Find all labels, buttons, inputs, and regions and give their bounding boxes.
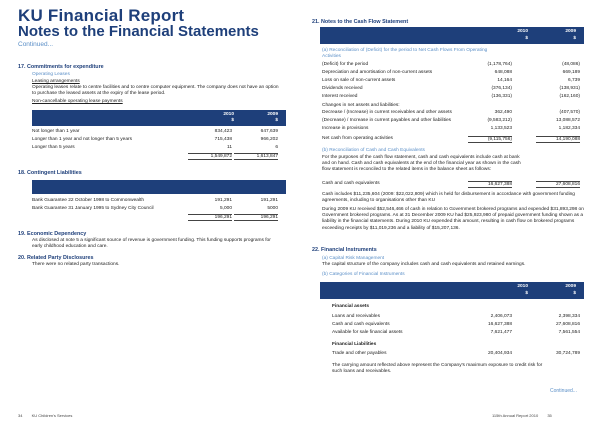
financial-liabilities-label: Financial Liabilities [332, 342, 377, 347]
table-row: Trade and other payables 20,404,934 30,724,789 [332, 351, 580, 356]
table-row: Loans and receivables 2,406,073 2,398,334 [332, 314, 580, 319]
note22-closing-text: The carrying amount reflected above represent the Company's maximum exposure to credit risk for such loans and receivables. [332, 363, 543, 375]
table-row: Not longer than 1 year 834,423 647,639 [32, 129, 278, 134]
note19-text: As disclosed at note 5 a significant source of revenue is government funding. This funding supports programs for early childhood education and care. [32, 238, 271, 250]
note21-sub-b: (b) Reconciliation of Cash and Cash Equivalents [322, 148, 425, 153]
col-2010: 2010 [223, 112, 234, 117]
page-number: 34 [18, 413, 23, 418]
note20-heading: 20. Related Party Disclosures [18, 255, 94, 261]
note21-b-text: For the purposes of the cash flow statement, cash and cash equivalents include cash at bank and on hand. Cash and cash equivalents at the end of the financial year as shown in the cash flow statement is reconciled to the related items in the balance sheet as follows: [322, 155, 521, 173]
col-currency: $ [231, 118, 234, 123]
table-row: Cash and cash equivalents 16,627,388 27,608,816 [332, 322, 580, 327]
table-row: Depreciation and amortisation of non-current assets 648,088 669,189 [322, 70, 580, 75]
note18-table-header [32, 180, 286, 194]
footer-right [492, 413, 552, 418]
note22-sub-a: (a) Capital Risk Management [322, 256, 385, 261]
note22-a-text: The capital structure of the company includes cash and cash equivalents and retained earnings. [322, 262, 526, 267]
note17-leasing-heading: Leasing arrangements [32, 79, 80, 84]
continued-label: Continued... [18, 41, 54, 48]
note17-sub: Operating Leases [32, 72, 70, 77]
note17-text: Operating leases relate to centre facilities and to centre computer equipment. The company does not have an option to purchase the leased assets at the expiry of the lease period. [32, 85, 279, 97]
table-row: Interest received (136,331) (162,160) [322, 94, 580, 99]
table-row: Available for sale financial assets 7,621,477 7,561,554 [332, 330, 580, 335]
table-row: (Deficit) for the period (1,178,764) (48,086) [322, 62, 580, 67]
note17-table-header [32, 110, 286, 126]
footer-left [18, 413, 72, 418]
right-page [300, 0, 600, 424]
col-currency: $ [275, 118, 278, 123]
report-year: 115th Annual Report 2010 [492, 413, 539, 418]
org-name: KU Children's Services [31, 413, 73, 418]
note22-sub-b: (b) Categories of Financial Instruments [322, 272, 405, 277]
table-total-row: 1,549,872 1,613,847 [32, 153, 286, 160]
note20-text: There were no related party transactions. [32, 262, 120, 267]
table-row: (Decrease) / Increase in current payables and other liabilities (9,583,212) 13,088,572 [322, 118, 580, 123]
col-2009: 2009 [267, 112, 278, 117]
table-row: Loss on sale of non-current assets 14,164 6,739 [322, 78, 580, 83]
changes-label: Changes in net assets and liabilities: [322, 103, 400, 108]
table-row: Dividends received (376,134) (138,931) [322, 86, 580, 91]
continued-bottom: Continued... [550, 388, 577, 394]
note21-sub-a: (a) Reconciliation of (Deficit) for the period to Net Cash Flows From Operating Activities [322, 48, 488, 60]
note21-para2: During 2009 KU received $52,546,466 of cash in relation to Government brokered programs and expended $31,893,298 on Government brokered programs. As at 31 December 2009 KU had $25,923,980 of prepaid government funding shown as a liability in the financial statements. During 2010 KU expended this amount, resulting in cash flow on brokered programs exceeding receipts by $11,019,236 and a liability of $15,207,136. [322, 207, 584, 231]
report-subtitle: Notes to the Financial Statements [18, 23, 259, 40]
table-row: Longer than 5 years 11 6 [32, 145, 278, 150]
note19-heading: 19. Economic Dependency [18, 231, 87, 237]
table-row: Bank Guarantee 31 January 1995 to Sydney City Council 5,000 5000 [32, 206, 278, 211]
note17-noncancel: Non-cancellable operating lease payments [32, 99, 123, 104]
table-row: Increase in provisions 1,133,523 1,182,334 [322, 126, 580, 131]
report-title: KU Financial Report [18, 6, 185, 25]
note22-table-header: 2010 $ 2009 $ [320, 282, 584, 299]
net-cash-row: Net cash from operating activities (9,115,756) 14,190,088 [322, 136, 580, 142]
note18-heading: 18. Contingent Liabilities [18, 170, 82, 176]
note22-heading: 22. Financial Instruments [312, 247, 377, 253]
table-total-row: 196,291 196,291 [32, 214, 286, 221]
financial-assets-label: Financial assets [332, 304, 370, 309]
note21-table-header: 2010 $ 2009 $ [320, 27, 584, 44]
note21-heading: 21. Notes to the Cash Flow Statement [312, 19, 409, 25]
table-row: Longer than 1 year and not longer than 5 years 715,438 966,202 [32, 137, 278, 142]
page-number: 35 [547, 413, 552, 418]
cash-text: Cash includes $11,235,604 (2009: $22,022,809) which is held for disbursement in accordance with government funding agreements, including to organisations other than KU [322, 192, 575, 204]
table-row: Decrease / (Increase) in current receivables and other assets 362,490 (407,570) [322, 110, 580, 115]
table-row: Bank Guarantee 22 October 1998 to Commonwealth 191,291 191,291 [32, 198, 278, 203]
cash-row: Cash and cash equivalents 16,627,388 27,608,816 [322, 181, 580, 187]
note17-heading: 17. Commitments for expenditure [18, 64, 104, 70]
